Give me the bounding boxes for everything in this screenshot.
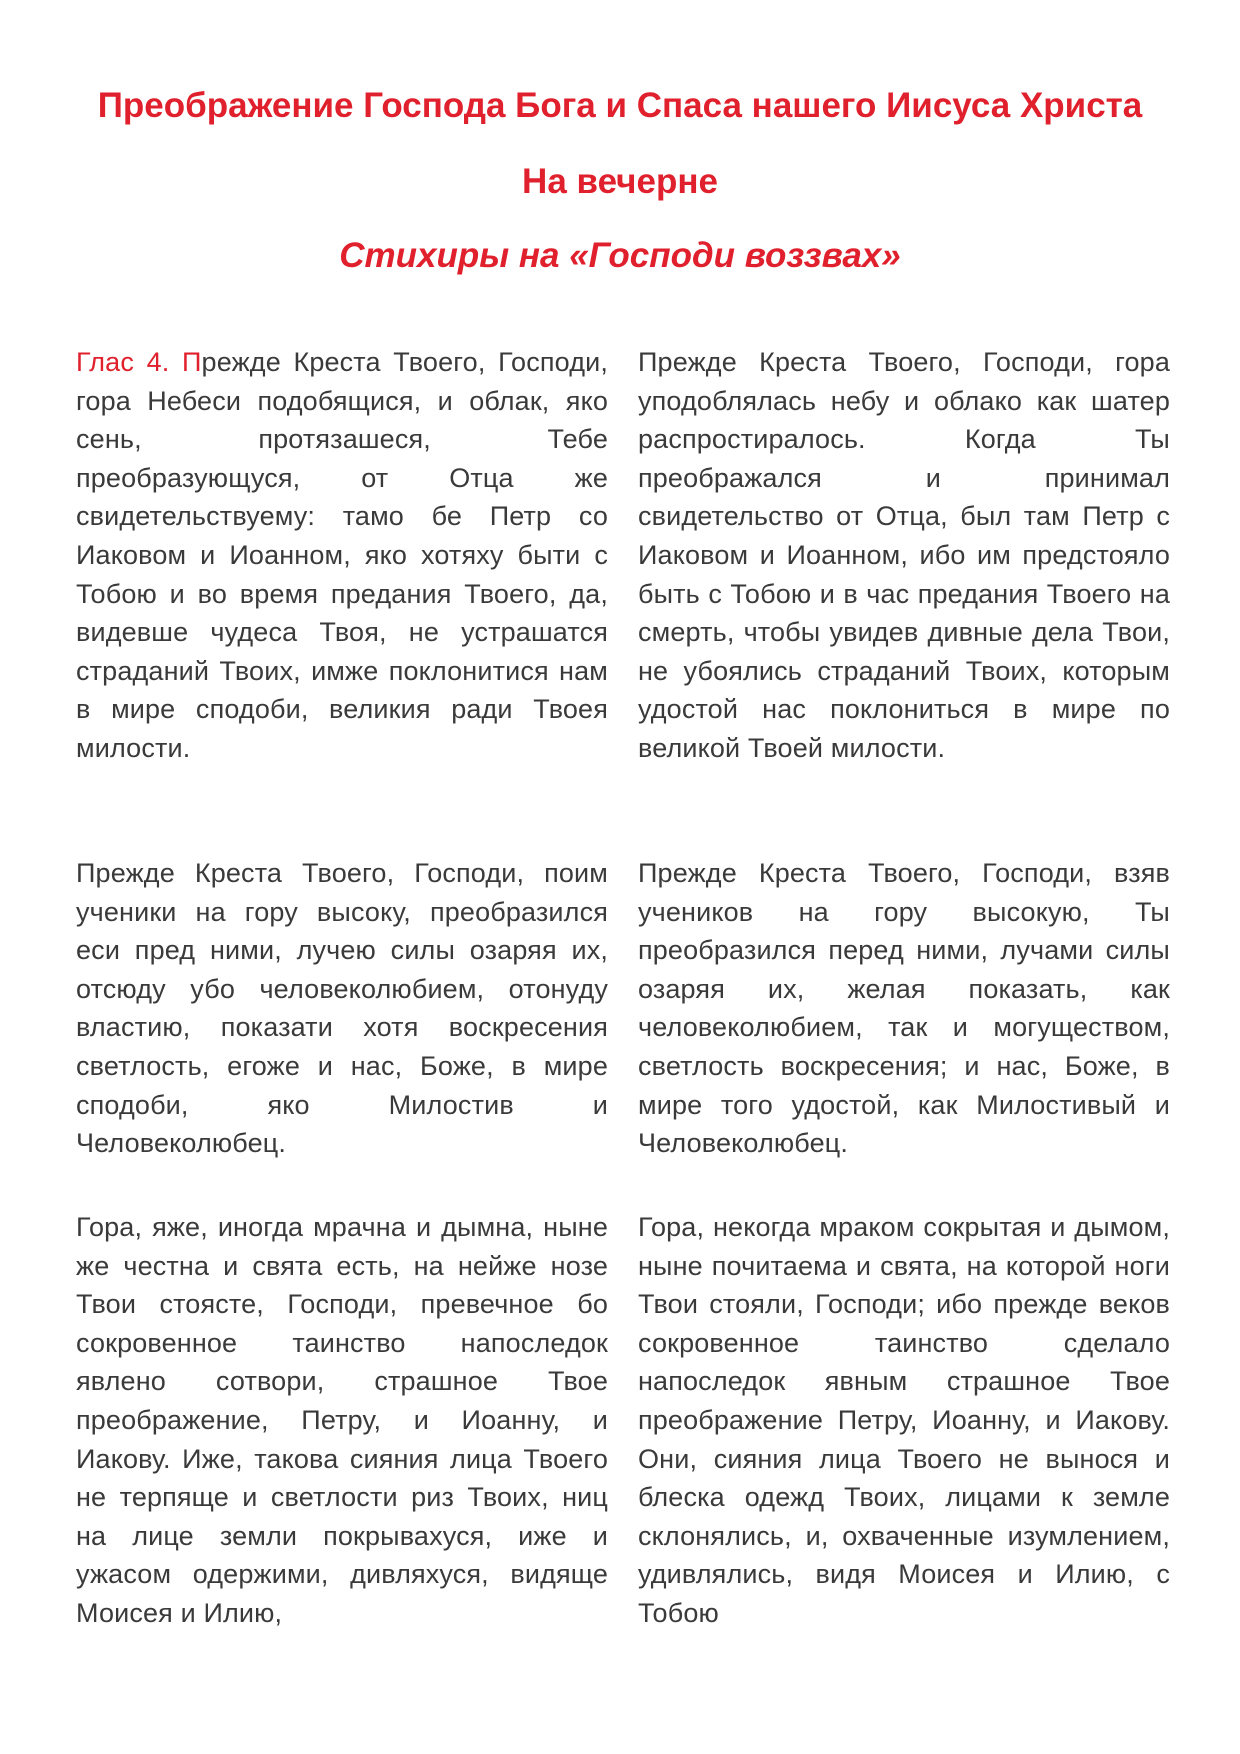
section-heading: Стихиры на «Господи воззвах» [339, 236, 901, 275]
sticheron-2-original: Прежде Креста Твоего, Господи, поим ученики на гору высоку, преобразился еси пред ними, лучею силы озаряя их, отсюду убо человеколюбием, отонуду властию, показати хотя воскресения светлость, егоже и нас, Боже, в мире сподоби, яко Милостив и Человеколюбец. [76, 858, 608, 1159]
sticheron-1-translation: Прежде Креста Твоего, Господи, гора уподоблялась небу и облако как шатер распростиралось. Когда Ты преображался и принимал свидетельство от Отца, был там Петр с Иаковом и Иоанном, ибо им предстояло быть с Тобою и в час предания Твоего на смерть, чтобы увидев дивные дела Твои, не убоялись страданий Твоих, которым удостой нас поклониться в мире по великой Твоей милости. [638, 347, 1170, 763]
sticheron-2-translation: Прежде Креста Твоего, Господи, взяв учеников на гору высокую, Ты преобразился перед ними, лучами силы озаряя их, желая показать, как человеколюбием, так и могуществом, светлость воскресения; и нас, Боже, в мире того удостой, как Милостивый и Человеколюбец. [638, 858, 1170, 1159]
sticheron-row-3 [76, 1208, 1170, 1633]
sticheron-1-original-text: режде Креста Твоего, Господи, гора Небеси подобящися, и облак, яко сень, протязашеся, Тебе преобразующуся, от Отца же свидетельствуему: тамо бе Петр со Иаковом и Иоанном, яко хотяху быти с Тобою и во время предания Твоего, да, видевше чудеса Твоя, не устрашатся страданий Твоих, имже поклонитися нам в мире сподоби, великия ради Твоея милости. [76, 347, 608, 763]
sticheron-row-2 [76, 854, 1170, 1163]
sticheron-1-original [76, 343, 608, 768]
service-heading: На вечерне [522, 162, 718, 201]
tone-label: Глас 4. [76, 347, 170, 377]
sticheron-row-1 [76, 343, 1170, 768]
feast-title: Преображение Господа Бога и Спаса нашего Иисуса Христа [97, 86, 1143, 125]
sticheron-3-translation: Гора, некогда мраком сокрытая и дымом, ныне почитаема и свята, на которой ноги Твои стояли, Господи; ибо прежде веков сокровенное таинство сделало напоследок явным страшное Твое преображение Петру, Иоанну, и Иакову. Они, сияния лица Твоего не вынося и блеска одежд Твоих, лицами к земле склонялись, и, охваченные изумлением, удивлялись, видя Моисея и Илию, с Тобою [638, 1212, 1170, 1628]
sticheron-3-original: Гора, яже, иногда мрачна и дымна, ныне же честна и свята есть, на нейже нозе Твои стоясте, Господи, превечное бо сокровенное таинство напоследок явлено сотвори, страшное Твое преображение, Петру, и Иоанну, и Иакову. Иже, такова сияния лица Твоего не терпяще и светлости риз Твоих, ниц на лице земли покрывахуся, иже и ужасом одержими, дивляхуся, видяще Моисея и Илию, [76, 1212, 608, 1628]
initial-letter: П [181, 347, 202, 377]
